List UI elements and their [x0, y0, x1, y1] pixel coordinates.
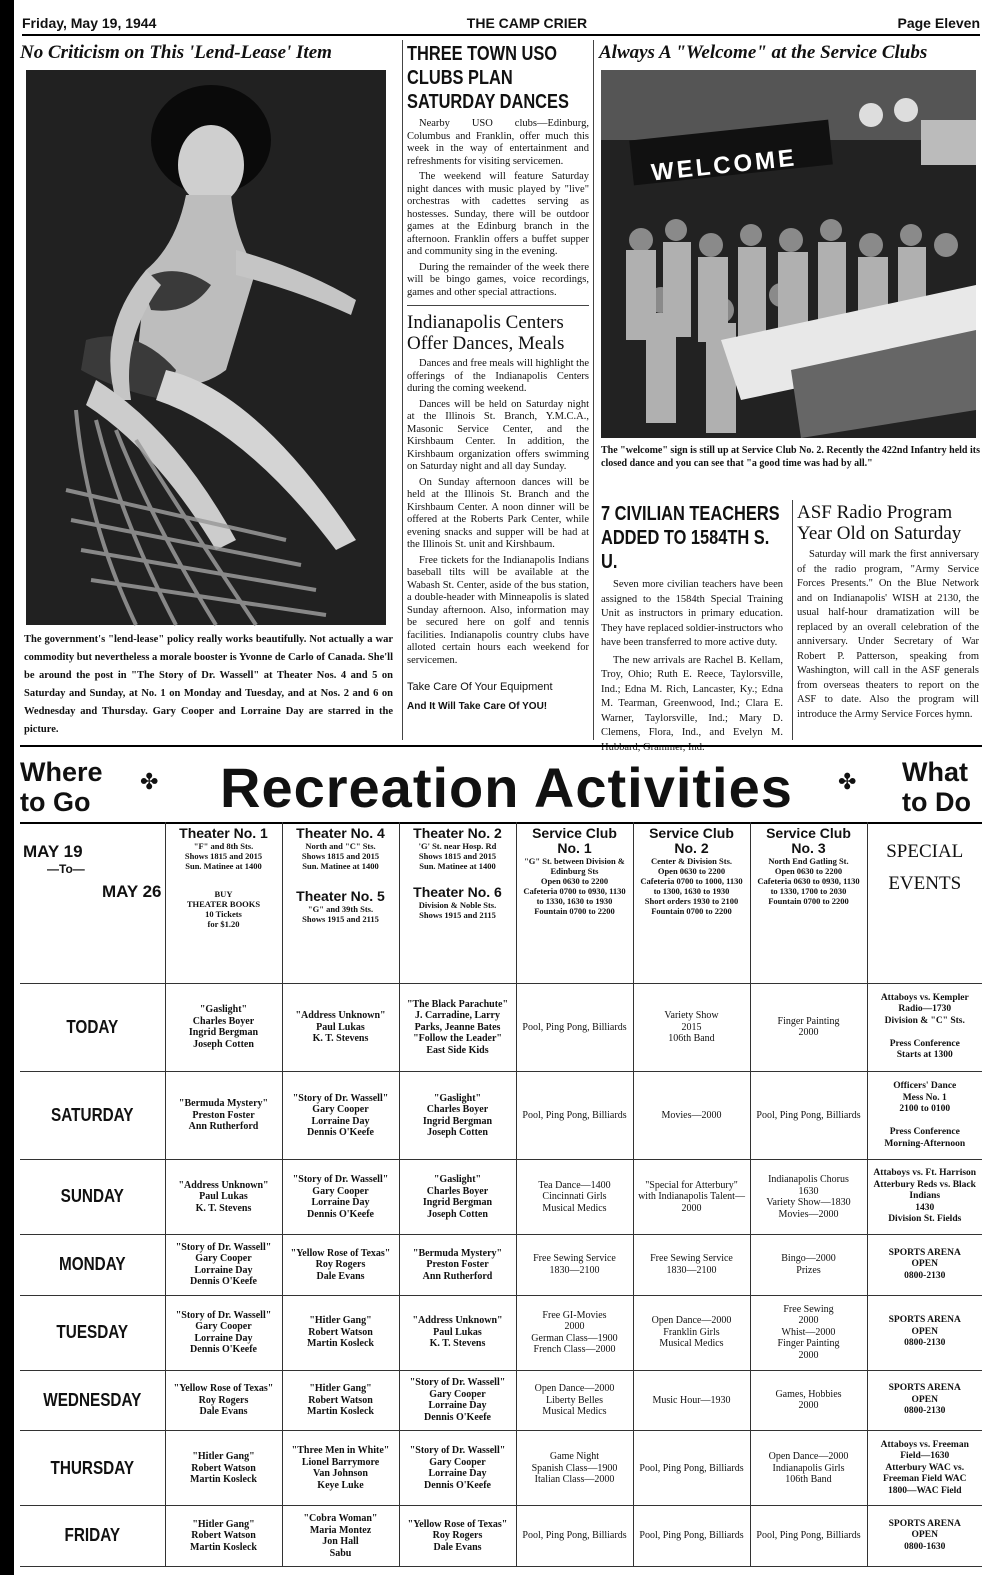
- lend-lease-caption: The government's "lend-lease" policy really works beautifully. Not actually a war commodity but nevertheless a morale booster is Yvonne de Carlo of Canada. She'll be around the post in "The Story of Dr. Wassell" at Theater Nos. 4 and 5 on Saturday and Sunday, at No. 1 on Monday and Tuesday, and at Nos. 2 and 6 on Wednesday and Thursday. Gary Cooper and Lorraine Day are starred in the picture.: [24, 634, 393, 735]
- page-header: [22, 12, 980, 36]
- day-label: WEDNESDAY: [31, 1370, 154, 1431]
- schedule-cell: Pool, Ping Pong, Billiards: [633, 1506, 750, 1567]
- teachers-body: [601, 578, 783, 755]
- service-club-3-header: Service Club No. 3 North End Gatling St. Open 0630 to 2200 Cafeteria 0630 to 0930, 1130 to 1330, 1700 to 2030 Fountain 0700 to 2200: [750, 822, 867, 983]
- special-event-cell: Attaboys vs. Kempler Radio—1730 Division & "C" Sts. Press Conference Starts at 1300: [867, 983, 982, 1071]
- theater-1-header: Theater No. 1 "F" and 8th Sts. Shows 1815 and 2015 Sun. Matinee at 1400 BUY THEATER BOOKS 10 Tickets for $1.20: [165, 822, 282, 983]
- uso-column: [402, 40, 594, 740]
- schedule-cell: "Hitler Gang" Robert Watson Martin Kosleck: [165, 1506, 282, 1567]
- schedule-cell: "Story of Dr. Wassell" Gary Cooper Lorraine Day Dennis O'Keefe: [165, 1295, 282, 1370]
- welcome-article: [597, 40, 982, 500]
- schedule-cell: Movies—2000: [633, 1072, 750, 1160]
- ornament-icon: ✤: [838, 769, 857, 794]
- schedule-cell: Free GI-Movies 2000 German Class—1900 French Class—2000: [516, 1295, 633, 1370]
- schedule-row: [20, 1506, 982, 1567]
- radio-paragraph: Saturday will mark the first anniversary of the radio program, "Army Service Forces Presents." On the Blue Network and on Indianapolis' WISH at 2130, the usual half-hour dramatization will be replaced by an overall celebration of the anniversary. Under Secretary of War Robert P. Patterson, speaking from Washington, will call in the ASF generals from overseas theaters to report on the ASF to date. Also the program will introduce the Army Service Forces hymn.: [797, 549, 979, 720]
- indy-paragraph: Dances will be held on Saturday night at the Illinois St. Branch, Y.M.C.A., Masonic Service Center, and the Kirshbaum Center. In addition, the Kirshbaum organization offers swimming on Saturday night and all day Sunday.: [407, 398, 589, 472]
- schedule-cell: Open Dance—2000 Indianapolis Girls 106th Band: [750, 1431, 867, 1506]
- page-number: Page Eleven: [897, 15, 980, 31]
- uso-paragraph: Nearby USO clubs—Edinburg, Columbus and Franklin, offer much this week in the way of entertainment and refreshments for visiting servicemen.: [407, 118, 589, 167]
- schedule-row: [20, 1431, 982, 1506]
- schedule-cell: Free Sewing Service 1830—2100: [633, 1235, 750, 1296]
- service-club-1-header: Service Club No. 1 "G" St. between Division & Edinburg Sts Open 0630 to 2200 Cafeteria 0700 to 0930, 1130 to 1330, 1630 to 1930 Fountain 0700 to 2200: [516, 822, 633, 983]
- recreation-banner: [20, 745, 982, 824]
- lend-lease-article: [20, 40, 395, 740]
- radio-article: [792, 500, 983, 740]
- schedule-cell: "Gaslight" Charles Boyer Ingrid Bergman Joseph Cotten: [399, 1072, 516, 1160]
- schedule-row: [20, 983, 982, 1071]
- teachers-article: [597, 500, 787, 753]
- special-event-cell: SPORTS ARENA OPEN 0800-1630: [867, 1506, 982, 1567]
- theater-4-5-header: Theater No. 4 North and "C" Sts. Shows 1815 and 2015 Sun. Matinee at 1400 Theater No. 5 "G" and 39th Sts. Shows 1915 and 2115: [282, 822, 399, 983]
- day-label: SATURDAY: [31, 1072, 154, 1160]
- scan-spine-edge: [0, 0, 14, 1575]
- uso-headline: THREE TOWN USO CLUBS PLAN SATURDAY DANCES: [407, 43, 569, 113]
- schedule-row: [20, 1072, 982, 1160]
- uso-paragraph: The weekend will feature Saturday night dances with music played by "live" orchestras with cadettes serving as hostesses. Sunday, there will be outdoor games at the Edinburg branch in the afternoon. Franklin offers a buffet supper and community sing in the evening.: [407, 171, 589, 257]
- uso-body: [407, 118, 589, 299]
- date-range: MAY 19 —To— MAY 26: [20, 822, 165, 983]
- teachers-paragraph: The new arrivals are Rachel B. Kellam, Troy, Ohio; Ruth E. Reece, Taylorsville, Ind.; Edna M. Rich, Lancaster, Ky.; Edna M. Tearman, Greenwood, Ind.; Clara E. Warner, Taylorsville, Ind.; Mary D. Clemens, Flora, Ind., and Evelyn M. Hubbard, Grammer, Ind.: [601, 654, 783, 753]
- schedule-cell: Free Sewing Service 1830—2100: [516, 1235, 633, 1296]
- schedule-cell: Bingo—2000 Prizes: [750, 1235, 867, 1296]
- indy-paragraph: On Sunday afternoon dances will be held at the Illinois St. Branch and the Kirshbaum Center. A noon dinner will be offered at the Roberts Park Center, while evening snacks and supper will be had at the Illinois St. unit and Kirshbaum.: [407, 476, 589, 550]
- equipment-slogan: Take Care Of Your Equipment And It Will Take Care Of YOU!: [407, 681, 553, 712]
- schedule-cell: Pool, Ping Pong, Billiards: [516, 1072, 633, 1160]
- indy-body: [407, 358, 589, 667]
- service-club-dance-photo: [601, 70, 976, 438]
- schedule-row: [20, 1295, 982, 1370]
- service-club-2-header: Service Club No. 2 Center & Division Sts. Open 0630 to 2200 Cafeteria 0700 to 1000, 1130 to 1300, 1630 to 1930 Short orders 1930 to 2100 Fountain 0700 to 2200: [633, 822, 750, 983]
- indy-headline: Indianapolis Centers Offer Dances, Meals: [407, 312, 565, 354]
- schedule-cell: "Gaslight" Charles Boyer Ingrid Bergman Joseph Cotten: [399, 1160, 516, 1235]
- schedule-cell: Music Hour—1930: [633, 1370, 750, 1431]
- teachers-headline: 7 CIVILIAN TEACHERS ADDED TO 1584TH S. U.: [601, 503, 780, 573]
- schedule-cell: "Special for Atterbury" with Indianapolis Talent—2000: [633, 1160, 750, 1235]
- schedule-grid: [20, 822, 982, 1567]
- schedule-cell: Open Dance—2000 Franklin Girls Musical Medics: [633, 1295, 750, 1370]
- schedule-cell: Tea Dance—1400 Cincinnati Girls Musical Medics: [516, 1160, 633, 1235]
- schedule-row: [20, 1160, 982, 1235]
- schedule-cell: "Story of Dr. Wassell" Gary Cooper Lorraine Day Dennis O'Keefe: [165, 1235, 282, 1296]
- day-label: FRIDAY: [31, 1506, 154, 1567]
- day-label: SUNDAY: [31, 1160, 154, 1235]
- schedule-cell: "Address Unknown" Paul Lukas K. T. Stevens: [282, 983, 399, 1071]
- schedule-cell: "Three Men in White" Lionel Barrymore Van Johnson Keye Luke: [282, 1431, 399, 1506]
- special-event-cell: Attaboys vs. Ft. Harrison Atterbury Reds vs. Black Indians 1430 Division St. Fields: [867, 1160, 982, 1235]
- schedule-cell: "Yellow Rose of Texas" Roy Rogers Dale Evans: [399, 1506, 516, 1567]
- uso-paragraph: During the remainder of the week there will be bingo games, voice recordings, games and other special attractions.: [407, 261, 589, 298]
- schedule-cell: Pool, Ping Pong, Billiards: [750, 1506, 867, 1567]
- schedule-cell: Pool, Ping Pong, Billiards: [633, 1431, 750, 1506]
- schedule-row: [20, 1235, 982, 1296]
- schedule-row: [20, 1370, 982, 1431]
- day-label: TODAY: [31, 983, 154, 1071]
- yvonne-de-carlo-photo: [26, 70, 386, 625]
- schedule-cell: "Yellow Rose of Texas" Roy Rogers Dale Evans: [165, 1370, 282, 1431]
- schedule-cell: Pool, Ping Pong, Billiards: [516, 983, 633, 1071]
- day-label: THURSDAY: [31, 1431, 154, 1506]
- schedule-cell: Pool, Ping Pong, Billiards: [750, 1072, 867, 1160]
- schedule-cell: Pool, Ping Pong, Billiards: [516, 1506, 633, 1567]
- welcome-headline: Always A "Welcome" at the Service Clubs: [599, 42, 928, 63]
- schedule-cell: Finger Painting 2000: [750, 983, 867, 1071]
- schedule-cell: "Address Unknown" Paul Lukas K. T. Stevens: [165, 1160, 282, 1235]
- indy-paragraph: Free tickets for the Indianapolis Indians baseball tilts will be available at the Wabash St. Center, aside of the bus station, a double-header with Minneapolis is slated Sunday afternoon. Also, information may be secured here on golf and tennis facilities. Indianapolis country clubs have alloted certain hours each weekend for servicemen.: [407, 554, 589, 666]
- schedule-cell: "The Black Parachute" J. Carradine, Larry Parks, Jeanne Bates "Follow the Leader" East Side Kids: [399, 983, 516, 1071]
- paper-name: THE CAMP CRIER: [466, 15, 588, 31]
- banner-title: Recreation Activities: [220, 756, 793, 819]
- woman-chair-illustration: [26, 70, 386, 625]
- schedule-cell: "Story of Dr. Wassell" Gary Cooper Lorraine Day Dennis O'Keefe: [399, 1370, 516, 1431]
- schedule-cell: Games, Hobbies 2000: [750, 1370, 867, 1431]
- schedule-cell: "Story of Dr. Wassell" Gary Cooper Lorraine Day Dennis O'Keefe: [282, 1072, 399, 1160]
- schedule-cell: "Cobra Woman" Maria Montez Jon Hall Sabu: [282, 1506, 399, 1567]
- schedule-cell: Open Dance—2000 Liberty Belles Musical Medics: [516, 1370, 633, 1431]
- welcome-caption: The "welcome" sign is still up at Service Club No. 2. Recently the 422nd Infantry held its closed dance and you can see that "a good time was had by all.": [601, 445, 980, 469]
- schedule-cell: "Hitler Gang" Robert Watson Martin Kosleck: [165, 1431, 282, 1506]
- schedule-cell: Variety Show 2015 106th Band: [633, 983, 750, 1071]
- banner-right: What to Do: [902, 757, 971, 817]
- issue-date: Friday, May 19, 1944: [22, 15, 157, 31]
- special-event-cell: SPORTS ARENA OPEN 0800-2130: [867, 1295, 982, 1370]
- schedule-cell: "Story of Dr. Wassell" Gary Cooper Lorraine Day Dennis O'Keefe: [399, 1431, 516, 1506]
- day-label: MONDAY: [31, 1235, 154, 1296]
- special-events-header: SPECIAL EVENTS: [867, 822, 982, 983]
- schedule-cell: "Address Unknown" Paul Lukas K. T. Stevens: [399, 1295, 516, 1370]
- welcome-sign: WELCOME: [649, 144, 799, 187]
- special-event-cell: SPORTS ARENA OPEN 0800-2130: [867, 1235, 982, 1296]
- schedule-cell: "Bermuda Mystery" Preston Foster Ann Rutherford: [165, 1072, 282, 1160]
- schedule-cell: "Hitler Gang" Robert Watson Martin Kosleck: [282, 1295, 399, 1370]
- dance-crowd-illustration: [601, 70, 976, 438]
- schedule-cell: "Hitler Gang" Robert Watson Martin Kosleck: [282, 1370, 399, 1431]
- theater-2-6-header: Theater No. 2 'G' St. near Hosp. Rd Shows 1815 and 2015 Sun. Matinee at 1400 Theater No. 6 Division & Noble Sts. Shows 1915 and 2115: [399, 822, 516, 983]
- lend-lease-headline: No Criticism on This 'Lend-Lease' Item: [20, 42, 332, 63]
- teachers-paragraph: Seven more civilian teachers have been assigned to the 1584th Special Training Unit as instructors in primary education. They have replaced soldier-instructors who have been transferred to more active duty.: [601, 579, 783, 648]
- special-event-cell: SPORTS ARENA OPEN 0800-2130: [867, 1370, 982, 1431]
- special-event-cell: Attaboys vs. Freeman Field—1630 Atterbury WAC vs. Freeman Field WAC 1800—WAC Field: [867, 1431, 982, 1506]
- schedule-cell: "Yellow Rose of Texas" Roy Rogers Dale Evans: [282, 1235, 399, 1296]
- day-label: TUESDAY: [31, 1295, 154, 1370]
- radio-body: [797, 548, 979, 722]
- schedule-cell: Indianapolis Chorus 1630 Variety Show—1830 Movies—2000: [750, 1160, 867, 1235]
- ornament-icon: ✤: [140, 769, 159, 794]
- schedule-header-row: [20, 822, 982, 983]
- schedule-table: [20, 822, 982, 1567]
- schedule-cell: Game Night Spanish Class—1900 Italian Class—2000: [516, 1431, 633, 1506]
- schedule-cell: "Gaslight" Charles Boyer Ingrid Bergman Joseph Cotten: [165, 983, 282, 1071]
- indy-paragraph: Dances and free meals will highlight the offerings of the Indianapolis Centers during the coming weekend.: [407, 358, 589, 394]
- schedule-cell: Free Sewing 2000 Whist—2000 Finger Painting 2000: [750, 1295, 867, 1370]
- banner-left: Where to Go: [20, 757, 103, 817]
- schedule-cell: "Bermuda Mystery" Preston Foster Ann Rutherford: [399, 1235, 516, 1296]
- special-event-cell: Officers' Dance Mess No. 1 2100 to 0100 Press Conference Morning-Afternoon: [867, 1072, 982, 1160]
- schedule-cell: "Story of Dr. Wassell" Gary Cooper Lorraine Day Dennis O'Keefe: [282, 1160, 399, 1235]
- radio-headline: ASF Radio Program Year Old on Saturday: [797, 502, 962, 544]
